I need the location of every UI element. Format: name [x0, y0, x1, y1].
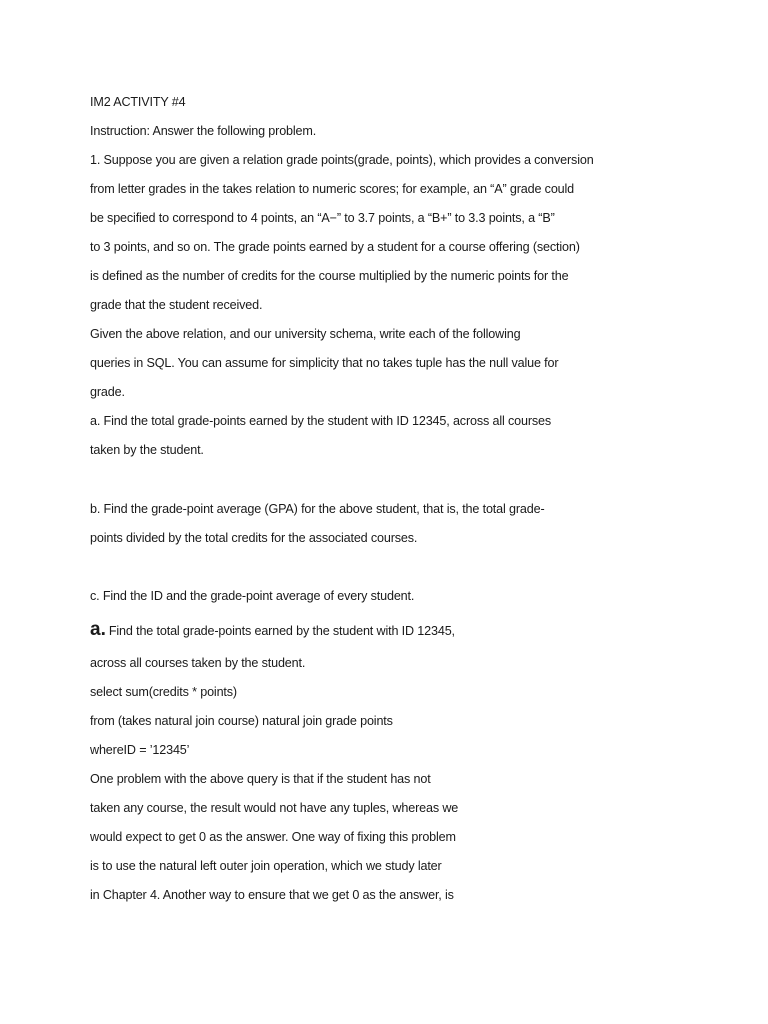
- problem-line: from letter grades in the takes relation to numeric scores; for example, an “A” grade could: [90, 182, 575, 196]
- answer-line: across all courses taken by the student.: [90, 656, 306, 670]
- problem-line: is defined as the number of credits for the course multiplied by the numeric points for the: [90, 269, 569, 283]
- question-b-line: b. Find the grade-point average (GPA) for the above student, that is, the total grade-: [90, 502, 545, 516]
- problem-line: queries in SQL. You can assume for simplicity that no takes tuple has the null value for: [90, 356, 559, 370]
- answer-line: in Chapter 4. Another way to ensure that we get 0 as the answer, is: [90, 888, 454, 902]
- answer-a-letter: a.: [90, 619, 106, 640]
- answer-line: One problem with the above query is that if the student has not: [90, 772, 431, 786]
- question-a-line: a. Find the total grade-points earned by the student with ID 12345, across all courses: [90, 414, 552, 428]
- answer-a-heading: Find the total grade-points earned by the student with ID 12345,: [108, 624, 455, 638]
- problem-line: 1. Suppose you are given a relation grade points(grade, points), which provides a conversion: [90, 153, 594, 167]
- problem-line: grade that the student received.: [90, 298, 263, 312]
- question-a-line: taken by the student.: [90, 443, 204, 457]
- answer-line: select sum(credits * points): [90, 685, 237, 699]
- problem-line: be specified to correspond to 4 points, an “A−” to 3.7 points, a “B+” to 3.3 points, a “B”: [90, 211, 555, 225]
- answer-line: whereID = ’12345’: [90, 743, 190, 757]
- problem-line: grade.: [90, 385, 125, 399]
- question-b-line: points divided by the total credits for the associated courses.: [90, 531, 418, 545]
- problem-line: Given the above relation, and our university schema, write each of the following: [90, 327, 521, 341]
- question-c-line: c. Find the ID and the grade-point average of every student.: [90, 589, 415, 603]
- answer-line: would expect to get 0 as the answer. One way of fixing this problem: [90, 830, 456, 844]
- document-title: IM2 ACTIVITY #4: [90, 95, 186, 109]
- answer-line: is to use the natural left outer join operation, which we study later: [90, 859, 442, 873]
- answer-a-heading-line: [90, 619, 455, 640]
- problem-line: to 3 points, and so on. The grade points earned by a student for a course offering (section): [90, 240, 580, 254]
- instruction-text: Instruction: Answer the following problem.: [90, 124, 317, 138]
- answer-line: taken any course, the result would not have any tuples, whereas we: [90, 801, 459, 815]
- answer-line: from (takes natural join course) natural join grade points: [90, 714, 393, 728]
